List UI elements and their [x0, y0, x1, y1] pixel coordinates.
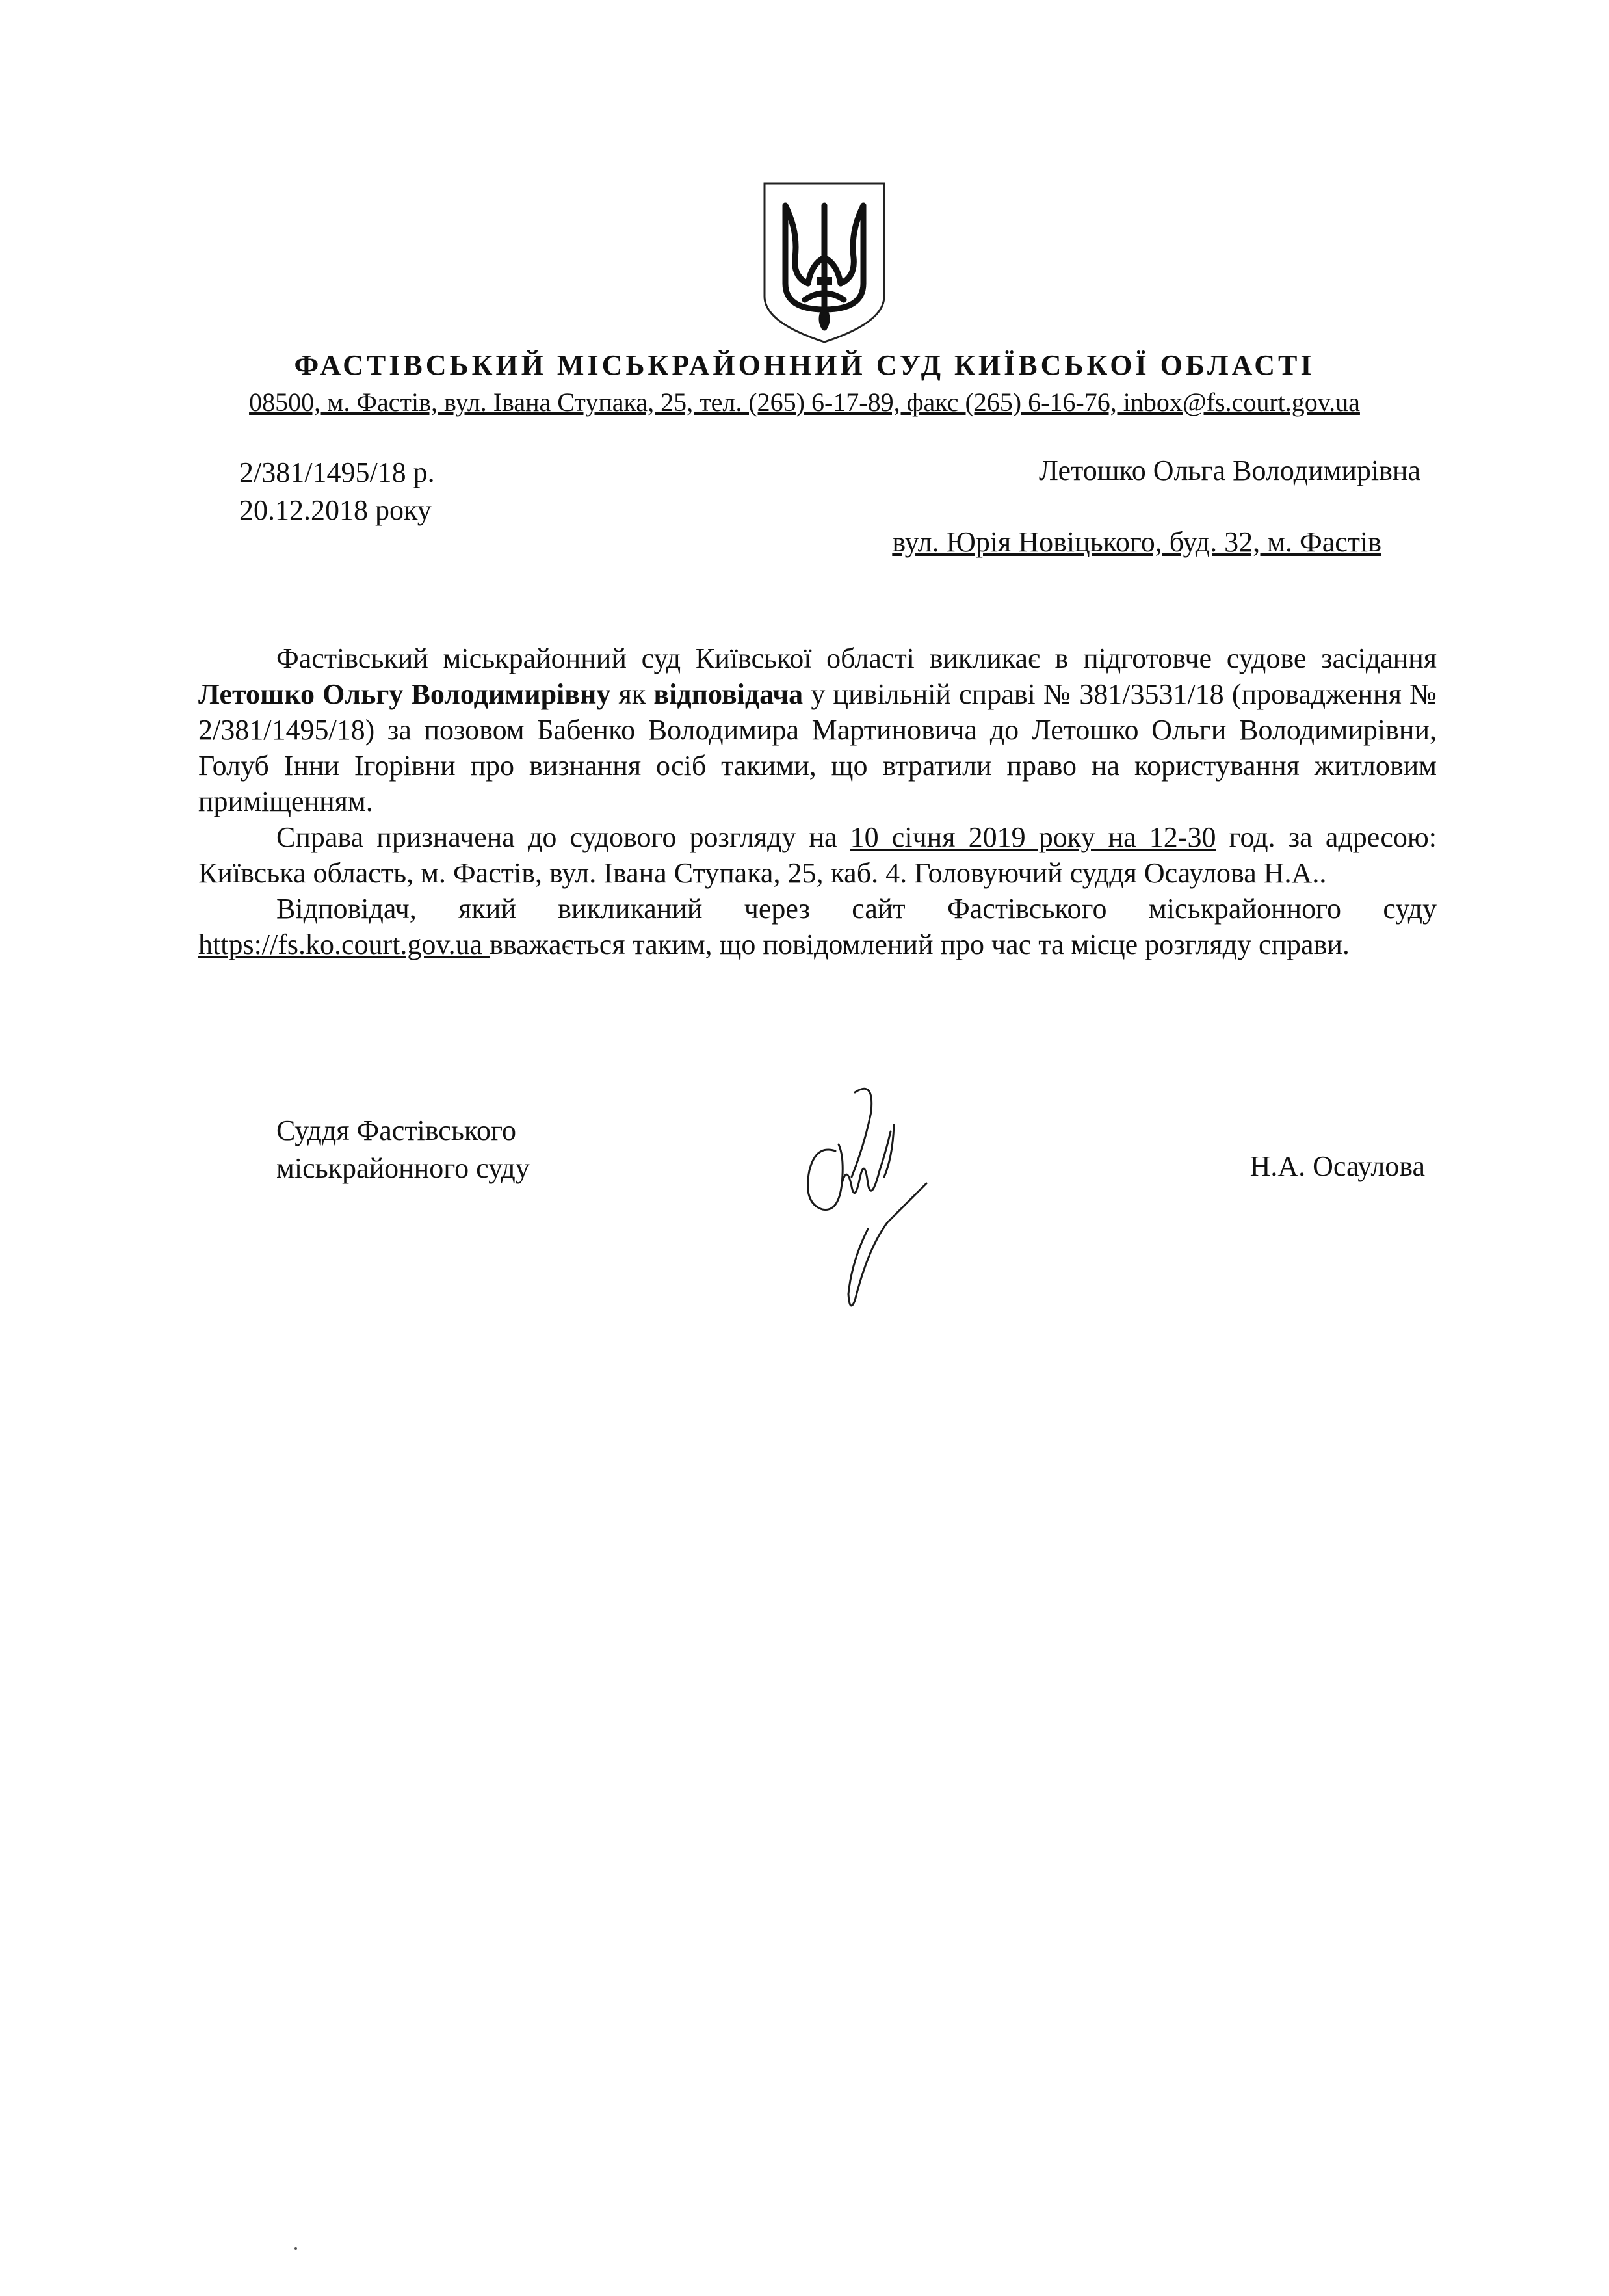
- hearing-date-time: 10 січня 2019 року на 12-30: [850, 821, 1216, 853]
- addressee-address: вул. Юрія Новіцького, буд. 32, м. Фастів: [892, 526, 1381, 558]
- reference-number: 2/381/1495/18 р.: [239, 456, 435, 488]
- court-address: 08500, м. Фастів, вул. Івана Ступака, 25, тел. (265) 6-17-89, факс (265) 6-16-76, inbox@fs.court.gov.ua: [249, 388, 1360, 417]
- addressee-name: Летошко Ольга Володимирівна: [1039, 455, 1420, 486]
- summons-body: [198, 640, 1437, 962]
- signatory-title: [276, 1112, 530, 1187]
- paragraph-hearing: [198, 819, 1437, 891]
- signatory-name: Н.А. Осаулова: [1249, 1150, 1425, 1182]
- p3-text-1: Відповідач, який викликаний через сайт Фастівського міськрайонного суду: [276, 893, 1437, 925]
- reference-date: 20.12.2018 року: [239, 494, 432, 526]
- p2-text-1: Справа призначена до судового розгляду на: [276, 821, 850, 853]
- paragraph-summons: [198, 640, 1437, 819]
- court-website-link[interactable]: https://fs.ko.court.gov.ua: [198, 929, 490, 960]
- coat-of-arms-icon: [759, 179, 889, 346]
- p2-text-2: год. за адресою: Київська область, м. Фастів, вул. Івана Ступака, 25, каб. 4. Головуючий суддя Осаулова Н.А..: [198, 821, 1437, 889]
- p1-text-3: у цивільній справі № 381/3531/18 (провадження № 2/381/1495/18) за позовом Бабенко Володимира Мартиновича до Летошко Ольги Володимирівни, Голуб Інни Ігорівни про визнання осіб такими, що втратили право на користування житловим приміщенням.: [198, 678, 1437, 817]
- defendant-name: Летошко Ольгу Володимирівну: [198, 678, 611, 710]
- p1-text-2: як: [610, 678, 654, 710]
- signatory-title-line-2: міськрайонного суду: [276, 1152, 530, 1184]
- p1-text-1: Фастівський міськрайонний суд Київської області викликає в підготовче судове засідання: [276, 642, 1437, 674]
- paragraph-notice: [198, 891, 1437, 962]
- p3-text-2: вважається таким, що повідомлений про час та місце розгляду справи.: [490, 929, 1350, 960]
- scan-speck: [294, 2247, 297, 2250]
- reference-block: [239, 454, 435, 529]
- court-name: ФАСТІВСЬКИЙ МІСЬКРАЙОННИЙ СУД КИЇВСЬКОЇ ОБЛАСТІ: [294, 349, 1315, 381]
- signatory-title-line-1: Суддя Фастівського: [276, 1115, 516, 1146]
- defendant-role: відповідача: [653, 678, 804, 710]
- handwritten-signature: [777, 1073, 933, 1313]
